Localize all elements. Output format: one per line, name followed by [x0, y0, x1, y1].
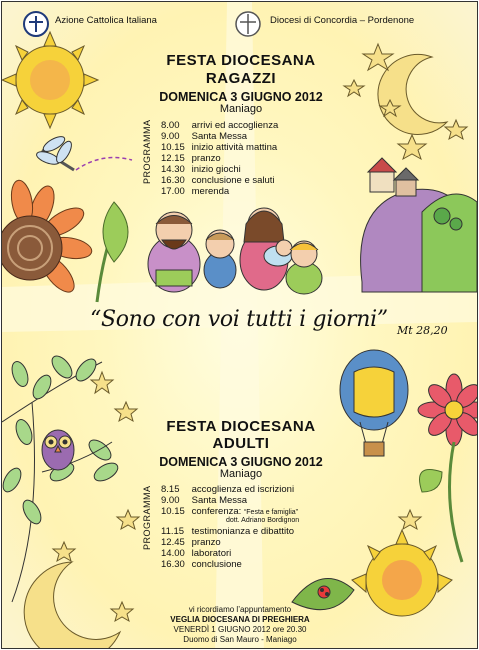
ragazzi-date: DOMENICA 3 GIUGNO 2012	[159, 90, 323, 104]
owl	[42, 430, 74, 470]
adulti-title-line2: ADULTI	[212, 435, 270, 452]
moon-bottom-left	[24, 562, 120, 648]
moon-top-right	[378, 54, 447, 134]
adulti-place: Maniago	[219, 468, 263, 480]
adulti-date: DOMENICA 3 GIUGNO 2012	[159, 455, 323, 469]
program-item: 16.30 conclusione e saluti	[161, 175, 275, 186]
hill-houses	[361, 158, 477, 292]
program-item: 14.30 inizio giochi	[161, 164, 241, 175]
ragazzi-place: Maniago	[219, 103, 263, 115]
footer-line3: VENERDÌ 1 GIUGNO 2012 ore 20.30	[173, 625, 307, 634]
adulti-title-line1: FESTA DIOCESANA	[166, 418, 316, 435]
dragonfly	[35, 134, 74, 170]
program-item: 16.30 conclusione	[161, 559, 242, 570]
program-item: 9.00 Santa Messa	[161, 495, 248, 506]
program-item: 11.15 testimonianza e dibattito	[161, 526, 295, 537]
motto-reference: Mt 28,20	[397, 324, 448, 337]
motto-text: “Sono con voi tutti i giorni”	[90, 307, 388, 332]
program-item-speaker: dott. Adriano Bordignon	[226, 517, 300, 524]
header-left-org: Azione Cattolica Italiana	[55, 15, 157, 26]
footer-line4: Duomo di San Mauro - Maniago	[183, 635, 297, 644]
program-item: 8.15 accoglienza ed iscrizioni	[161, 484, 295, 495]
ragazzi-program-label: PROGRAMMA	[142, 119, 152, 184]
footer-line2: VEGLIA DIOCESANA DI PREGHIERA	[170, 615, 310, 624]
sun-top-left	[2, 32, 98, 128]
adulti-program-label: PROGRAMMA	[142, 485, 152, 550]
diocese-logo	[236, 12, 260, 36]
program-item: 12.15 pranzo	[161, 153, 221, 164]
flower-right	[418, 374, 477, 446]
sunflower-left	[2, 179, 93, 298]
aci-logo	[24, 12, 48, 36]
ragazzi-title-line1: FESTA DIOCESANA	[166, 52, 316, 69]
sun-bottom-right	[352, 530, 452, 616]
program-item: 14.00 laboratori	[161, 548, 232, 559]
header-right-org: Diocesi di Concordia – Pordenone	[270, 15, 415, 26]
program-item: 10.15 conferenza: “Festa e famiglia”	[161, 506, 299, 517]
program-item: 17.00 merenda	[161, 186, 230, 197]
poster	[1, 1, 478, 649]
footer-line1: vi ricordiamo l’appuntamento	[188, 605, 292, 614]
program-item: 8.00 arrivi ed accoglienza	[161, 120, 279, 131]
program-item: 12.45 pranzo	[161, 537, 221, 548]
program-item: 10.15 inizio attività mattina	[161, 142, 278, 153]
program-item: 9.00 Santa Messa	[161, 131, 248, 142]
ragazzi-title-line2: RAGAZZI	[205, 70, 277, 87]
